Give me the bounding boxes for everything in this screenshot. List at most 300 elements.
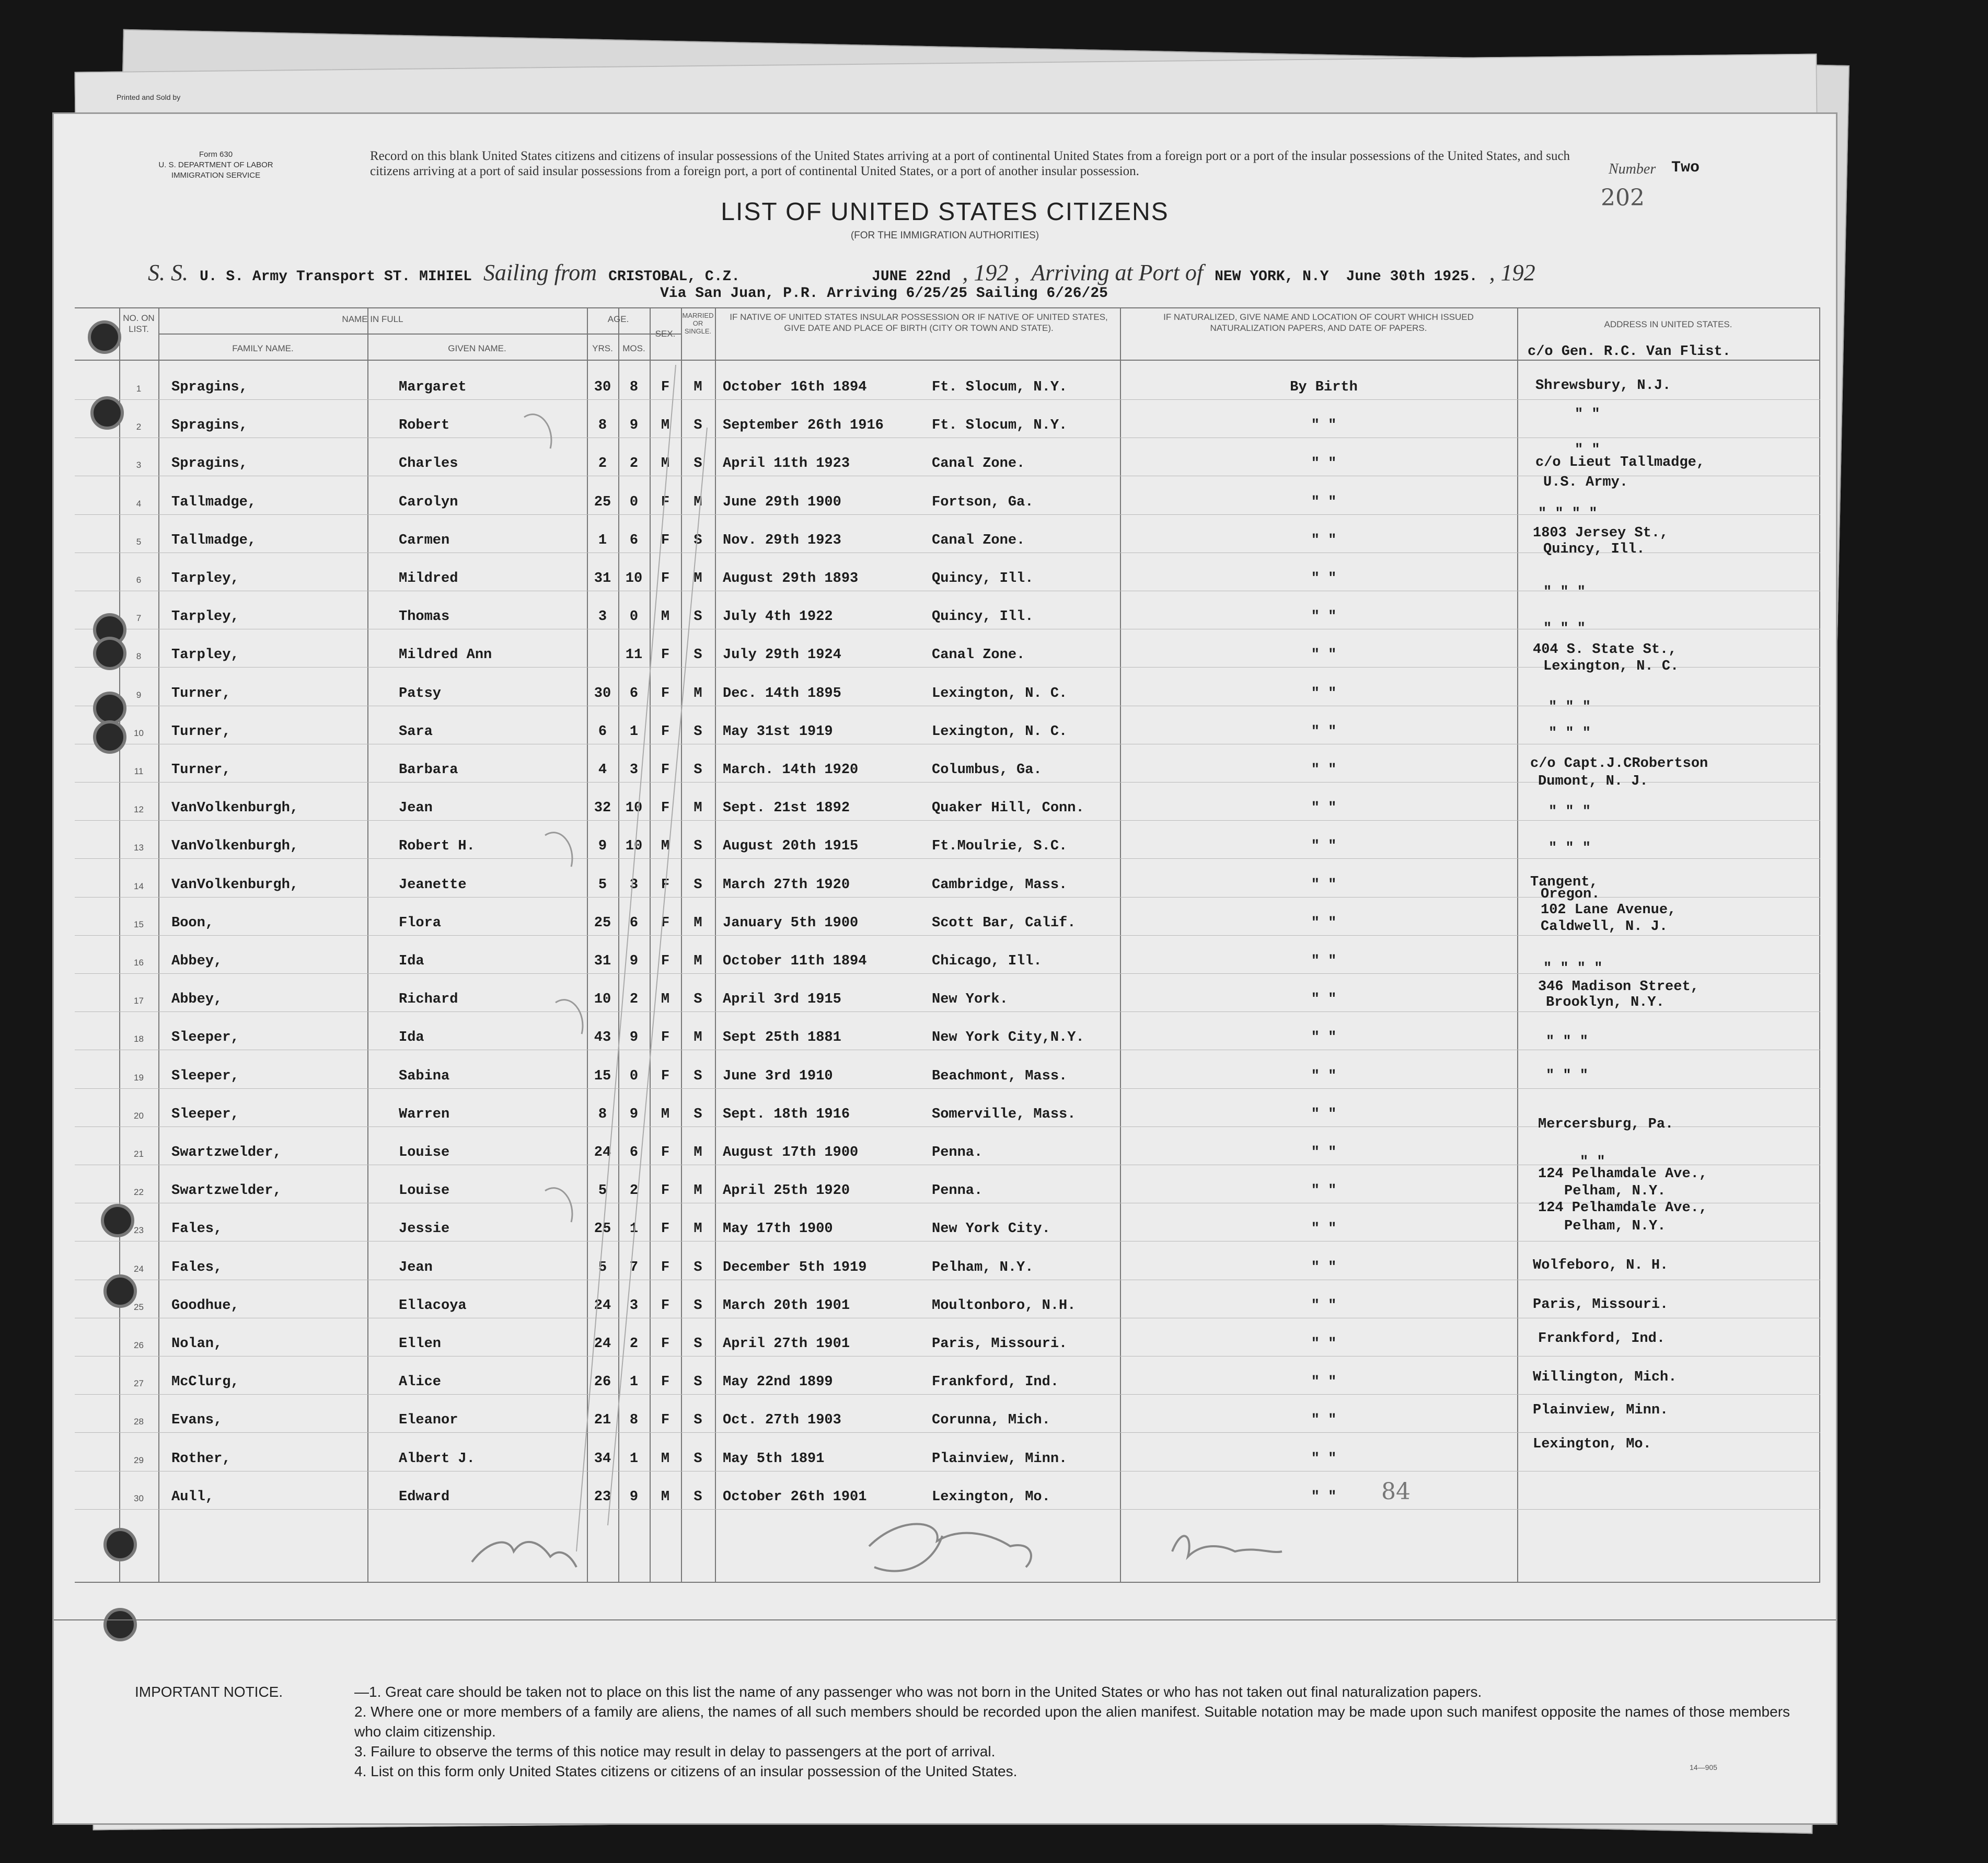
given-name: Ellacoya (399, 1297, 467, 1314)
marital-status: M (694, 685, 702, 702)
age-months: 3 (629, 877, 639, 893)
binder-hole (88, 320, 121, 354)
family-name: Spragins, (171, 418, 248, 434)
address-line: Pelham, N.Y. (1564, 1218, 1666, 1234)
naturalization: " " (1311, 1259, 1337, 1275)
family-name: Spragins, (171, 380, 248, 395)
address-line: Mercersburg, Pa. (1538, 1117, 1674, 1132)
row-number: 5 (136, 536, 142, 547)
sex: M (661, 1106, 670, 1122)
age-years: 43 (594, 1030, 611, 1046)
birth-place: Lexington, Mo. (932, 1489, 1050, 1505)
birth-date: August 17th 1900 (723, 1145, 859, 1160)
address-line: " " " (1548, 699, 1591, 715)
row-number: 28 (134, 1417, 144, 1427)
birth-date: March. 14th 1920 (723, 762, 859, 778)
birth-place: Frankford, Ind. (932, 1374, 1059, 1390)
row-number: 14 (134, 881, 144, 891)
marital-status: S (694, 992, 702, 1008)
header-years: YRS. (592, 343, 613, 353)
age-years: 31 (594, 571, 611, 586)
given-name: Ellen (399, 1336, 442, 1352)
family-name: Tarpley, (171, 647, 239, 663)
naturalization: " " (1311, 685, 1337, 702)
address-line: Wolfeboro, N. H. (1533, 1258, 1669, 1273)
row-number: 25 (134, 1302, 144, 1312)
birth-date: October 26th 1901 (723, 1489, 867, 1505)
age-months: 6 (629, 915, 639, 931)
family-name: Nolan, (171, 1336, 223, 1352)
family-name: Spragins, (171, 456, 248, 472)
sex: F (661, 380, 670, 395)
marital-status: S (694, 1106, 702, 1122)
row-number: 3 (136, 460, 142, 470)
family-name: Turner, (171, 685, 231, 702)
corner-code: 14—905 (1690, 1763, 1717, 1772)
given-name: Thomas (399, 609, 450, 625)
age-months: 8 (629, 1412, 639, 1429)
row-number: 24 (134, 1263, 144, 1274)
given-name: Robert (399, 418, 450, 434)
birth-date: August 20th 1915 (723, 838, 859, 855)
birth-place: Quincy, Ill. (932, 609, 1034, 625)
address-line: 1803 Jersey St., (1533, 525, 1669, 541)
naturalization: " " (1311, 1145, 1337, 1160)
naturalization: " " (1311, 877, 1337, 893)
age-months: 1 (629, 1451, 639, 1467)
binder-hole (93, 637, 126, 670)
sex: F (661, 877, 670, 893)
sex: F (661, 1259, 670, 1275)
birth-place: Chicago, Ill. (932, 953, 1042, 969)
birth-place: Pelham, N.Y. (932, 1259, 1034, 1275)
given-name: Carolyn (399, 494, 458, 510)
birth-place: Canal Zone. (932, 456, 1025, 472)
age-months: 2 (629, 992, 639, 1008)
sex: F (661, 800, 670, 816)
row-number: 7 (136, 613, 142, 624)
age-months: 7 (629, 1259, 639, 1275)
family-name: Abbey, (171, 953, 223, 969)
age-months: 8 (629, 380, 639, 395)
sex: F (661, 723, 670, 740)
naturalization: " " (1311, 1221, 1337, 1237)
row-number: 21 (134, 1149, 144, 1159)
address-line: 102 Lane Avenue, (1541, 902, 1677, 918)
birth-place: Beachmont, Mass. (932, 1068, 1068, 1084)
ss-label: S. S. (148, 260, 188, 285)
birth-date: April 11th 1923 (723, 456, 850, 472)
sex: M (661, 838, 670, 855)
address-line: " " " (1543, 621, 1586, 637)
address-line: " " " (1543, 584, 1586, 600)
arrival-date: June 30th 1925. (1346, 269, 1478, 285)
arriving-label: Arriving at Port of (1031, 260, 1204, 285)
given-name: Carmen (399, 532, 450, 548)
age-months: 6 (629, 1145, 639, 1160)
binder-hole (101, 1204, 134, 1237)
marital-status: S (694, 762, 702, 778)
row-number: 23 (134, 1225, 144, 1236)
marital-status: S (694, 418, 702, 434)
sex: M (661, 456, 670, 472)
sex: F (661, 953, 670, 969)
family-name: Sleeper, (171, 1106, 239, 1122)
family-name: Goodhue, (171, 1297, 239, 1314)
printer-note: Printed and Sold by (117, 93, 181, 101)
header-given-name: GIVEN NAME. (448, 343, 506, 353)
sex: F (661, 1336, 670, 1352)
age-months: 11 (625, 647, 643, 663)
address-line: " " (1575, 442, 1600, 458)
sex: F (661, 494, 670, 510)
binder-hole (90, 396, 124, 430)
age-years: 6 (598, 723, 607, 740)
birth-place: New York. (932, 992, 1008, 1008)
birth-place: Ft. Slocum, N.Y. (932, 418, 1068, 434)
marital-status: M (694, 1221, 702, 1237)
birth-place: Lexington, N. C. (932, 685, 1068, 702)
birth-place: Penna. (932, 1145, 983, 1160)
birth-place: Scott Bar, Calif. (932, 915, 1076, 931)
age-months: 9 (629, 953, 639, 969)
sex: M (661, 1489, 670, 1505)
age-months: 6 (629, 532, 639, 548)
given-name: Louise (399, 1183, 450, 1199)
notice-label: IMPORTANT NOTICE. (135, 1684, 283, 1700)
age-years: 26 (594, 1374, 611, 1390)
family-name: Tarpley, (171, 609, 239, 625)
age-years: 25 (594, 1221, 611, 1237)
marital-status: S (694, 838, 702, 855)
marital-status: M (694, 494, 702, 510)
address-line: Lexington, N. C. (1543, 659, 1679, 674)
naturalization: " " (1311, 953, 1337, 969)
header-married-single: MARRIED OR SINGLE. (682, 312, 714, 335)
age-years: 32 (594, 800, 611, 816)
naturalization: " " (1311, 762, 1337, 778)
row-number: 13 (134, 843, 144, 853)
given-name: Mildred (399, 571, 458, 586)
address-line: 346 Madison Street, (1538, 979, 1699, 995)
age-months: 10 (625, 571, 643, 586)
birth-place: New York City,N.Y. (932, 1030, 1084, 1046)
given-name: Jessie (399, 1221, 450, 1237)
address-line: " " " " (1538, 506, 1598, 522)
page-subtitle: (FOR THE IMMIGRATION AUTHORITIES) (850, 230, 1039, 241)
handwritten-number: 202 (1601, 185, 1645, 211)
given-name: Margaret (399, 380, 467, 395)
binder-hole (103, 1608, 137, 1641)
given-name: Ida (399, 953, 424, 969)
sex: M (661, 418, 670, 434)
given-name: Sara (399, 723, 433, 740)
naturalization: " " (1311, 418, 1337, 434)
sex: F (661, 1221, 670, 1237)
age-months: 2 (629, 1336, 639, 1352)
age-years: 25 (594, 915, 611, 931)
form-number: Form 630 (199, 150, 233, 159)
age-years: 30 (594, 685, 611, 702)
birth-date: April 25th 1920 (723, 1183, 850, 1199)
birth-date: Sept. 18th 1916 (723, 1106, 850, 1122)
sex: F (661, 571, 670, 586)
address-line: 124 Pelhamdale Ave., (1538, 1166, 1708, 1182)
header-address: ADDRESS IN UNITED STATES. (1604, 319, 1732, 329)
naturalization: " " (1311, 571, 1337, 586)
marital-status: M (694, 1030, 702, 1046)
given-name: Eleanor (399, 1412, 458, 1429)
header-no: NO. ON LIST. (123, 313, 155, 334)
age-months: 0 (629, 1068, 639, 1084)
birth-place: Fortson, Ga. (932, 494, 1034, 510)
header-months: MOS. (622, 343, 645, 353)
family-name: Swartzwelder, (171, 1183, 282, 1199)
age-years: 5 (598, 877, 607, 893)
marital-status: M (694, 571, 702, 586)
naturalization: " " (1311, 456, 1337, 472)
age-years: 24 (594, 1336, 611, 1352)
family-name: Tallmadge, (171, 494, 257, 510)
given-name: Ida (399, 1030, 424, 1046)
marital-status: S (694, 877, 702, 893)
age-months: 9 (629, 1106, 639, 1122)
birth-place: Quincy, Ill. (932, 571, 1034, 586)
header-birth-place: IF NATIVE OF UNITED STATES INSULAR POSSESSION OR IF NATIVE OF UNITED STATES, GIVE DATE AND PLACE OF BIRTH (CITY OR TOWN AND STATE). (730, 312, 1108, 333)
family-name: Boon, (171, 915, 214, 931)
age-months: 2 (629, 456, 639, 472)
age-months: 0 (629, 609, 639, 625)
marital-status: S (694, 1259, 702, 1275)
sex: M (661, 992, 670, 1008)
birth-date: Sept. 21st 1892 (723, 800, 850, 816)
family-name: McClurg, (171, 1374, 239, 1390)
naturalization: " " (1311, 1336, 1337, 1352)
age-months: 9 (629, 1489, 639, 1505)
family-name: Tallmadge, (171, 532, 257, 548)
address-line: Tangent, (1530, 875, 1598, 890)
birth-place: Penna. (932, 1183, 983, 1199)
record-instructions: Record on this blank United States citizens and citizens of insular possessions of the United States arriving at a port of continental United States from a foreign port or a port of the insular possessions of the United States, and such citizens arriving at a port of said insular possessions from a foreign port, a port of continental United States, or a port of another insular possession. (370, 149, 1570, 178)
row-number: 20 (134, 1110, 144, 1121)
handwriting-scribbles (54, 114, 1836, 1823)
marital-status: S (694, 1336, 702, 1352)
birth-date: August 29th 1893 (723, 571, 859, 586)
address-line: c/o Lieut Tallmadge, (1535, 455, 1705, 470)
given-name: Robert H. (399, 838, 475, 855)
family-name: Abbey, (171, 992, 223, 1008)
age-months: 10 (625, 800, 643, 816)
row-number: 8 (136, 651, 142, 662)
given-name: Barbara (399, 762, 458, 778)
marital-status: M (694, 915, 702, 931)
header-name-in-full: NAME IN FULL (342, 314, 403, 324)
family-name: Turner, (171, 762, 231, 778)
birth-place: Quaker Hill, Conn. (932, 800, 1084, 816)
birth-date: October 16th 1894 (723, 380, 867, 395)
naturalization: " " (1311, 1451, 1337, 1467)
age-years: 2 (598, 456, 607, 472)
birth-date: May 31st 1919 (723, 723, 833, 740)
notice-divider (54, 1619, 1836, 1620)
address-line: U.S. Army. (1543, 475, 1628, 490)
handwritten-note: 84 (1381, 1478, 1411, 1505)
age-years: 25 (594, 494, 611, 510)
age-months: 1 (629, 1374, 639, 1390)
birth-date: May 22nd 1899 (723, 1374, 833, 1390)
row-number: 16 (134, 958, 144, 968)
naturalization: By Birth (1290, 380, 1358, 395)
given-name: Alice (399, 1374, 442, 1390)
given-name: Flora (399, 915, 442, 931)
age-months: 10 (625, 838, 643, 855)
family-name: Tarpley, (171, 571, 239, 586)
voyage-line: S. S. U. S. Army Transport ST. MIHIEL Sailing from CRISTOBAL, C.Z. JUNE 22nd , 192 , Arriving at Port of NEW YORK, N.Y June 30th 1925. , 192 (148, 260, 1535, 285)
naturalization: " " (1311, 992, 1337, 1008)
naturalization: " " (1311, 1297, 1337, 1314)
sex: F (661, 1068, 670, 1084)
binder-hole (103, 1528, 137, 1561)
naturalization: " " (1311, 609, 1337, 625)
row-number: 27 (134, 1378, 144, 1389)
number-label: Number (1609, 161, 1656, 177)
row-number: 19 (134, 1072, 144, 1083)
age-months: 3 (629, 762, 639, 778)
address-line: " " (1575, 407, 1600, 422)
marital-status: S (694, 532, 702, 548)
marital-status: S (694, 1451, 702, 1467)
arrival-port: NEW YORK, N.Y (1215, 269, 1329, 285)
marital-status: M (694, 953, 702, 969)
marital-status: S (694, 1297, 702, 1314)
naturalization: " " (1311, 1068, 1337, 1084)
given-name: Jeanette (399, 877, 467, 893)
birth-place: Ft.Moulrie, S.C. (932, 838, 1068, 855)
age-years: 15 (594, 1068, 611, 1084)
family-name: Sleeper, (171, 1068, 239, 1084)
age-years: 5 (598, 1259, 607, 1275)
birth-place: Lexington, N. C. (932, 723, 1068, 740)
birth-date: Nov. 29th 1923 (723, 532, 841, 548)
naturalization: " " (1311, 532, 1337, 548)
notice-item-1: IMPORTANT NOTICE. —1. Great care should be taken not to place on this list the name of any passenger who was not born in the United States or who has not taken out final naturalization papers. (135, 1682, 1807, 1702)
row-number: 10 (134, 728, 144, 738)
marital-status: S (694, 1374, 702, 1390)
family-name: Evans, (171, 1412, 223, 1429)
ship-name: U. S. Army Transport ST. MIHIEL (200, 269, 472, 285)
sailing-label: Sailing from (483, 260, 597, 285)
sex: F (661, 532, 670, 548)
address-line: Pelham, N.Y. (1564, 1183, 1666, 1199)
naturalization: " " (1311, 1183, 1337, 1199)
age-years: 21 (594, 1412, 611, 1429)
age-months: 6 (629, 685, 639, 702)
row-number: 17 (134, 996, 144, 1006)
age-months: 3 (629, 1297, 639, 1314)
header-sex: SEX. (655, 329, 676, 339)
row-number: 15 (134, 919, 144, 929)
row-number: 22 (134, 1187, 144, 1198)
age-years: 4 (598, 762, 607, 778)
department-name: U. S. DEPARTMENT OF LABOR (158, 160, 273, 169)
family-name: Aull, (171, 1489, 214, 1505)
given-name: Sabina (399, 1068, 450, 1084)
birth-date: December 5th 1919 (723, 1259, 867, 1275)
birth-place: Somerville, Mass. (932, 1106, 1076, 1122)
row-number: 18 (134, 1034, 144, 1044)
sex: F (661, 1374, 670, 1390)
marital-status: S (694, 609, 702, 625)
document-page (52, 93, 1837, 1825)
page-title: LIST OF UNITED STATES CITIZENS (721, 198, 1169, 226)
address-line: " " " (1546, 1068, 1589, 1084)
naturalization: " " (1311, 1374, 1337, 1390)
birth-date: October 11th 1894 (723, 953, 867, 969)
sex: M (661, 1451, 670, 1467)
marital-status: S (694, 1489, 702, 1505)
age-months: 2 (629, 1183, 639, 1199)
address-line: Brooklyn, N.Y. (1546, 995, 1665, 1010)
family-name: Rother, (171, 1451, 231, 1467)
birth-date: June 29th 1900 (723, 494, 841, 510)
family-name: Fales, (171, 1221, 223, 1237)
header-naturalization: IF NATURALIZED, GIVE NAME AND LOCATION OF COURT WHICH ISSUED NATURALIZATION PAPERS, AND DATE OF PAPERS. (1163, 312, 1474, 333)
binder-hole (93, 720, 126, 754)
sex: M (661, 609, 670, 625)
age-years: 24 (594, 1145, 611, 1160)
address-line: " " " (1548, 726, 1591, 741)
marital-status: S (694, 723, 702, 740)
notice-item-2: 2. Where one or more members of a family are aliens, the names of all such members should be recorded upon the alien manifest. Suitable notation may be made upon such manifest opposite the names of those members who claim citizenship. (354, 1704, 1790, 1740)
age-years: 9 (598, 838, 607, 855)
birth-place: Paris, Missouri. (932, 1336, 1068, 1352)
naturalization: " " (1311, 494, 1337, 510)
naturalization: " " (1311, 800, 1337, 816)
birth-date: January 5th 1900 (723, 915, 859, 931)
birth-date: April 3rd 1915 (723, 992, 841, 1008)
age-months: 1 (629, 723, 639, 740)
address-line: Dumont, N. J. (1538, 774, 1648, 789)
given-name: Louise (399, 1145, 450, 1160)
marital-status: M (694, 1145, 702, 1160)
birth-date: March 20th 1901 (723, 1297, 850, 1314)
address-line: Shrewsbury, N.J. (1535, 378, 1671, 394)
address-line: " " " (1548, 841, 1591, 856)
age-months: 1 (629, 1221, 639, 1237)
given-name: Jean (399, 1259, 433, 1275)
birth-date: July 4th 1922 (723, 609, 833, 625)
sailing-date: JUNE 22nd (872, 269, 951, 285)
age-months: 0 (629, 494, 639, 510)
family-name: Turner, (171, 723, 231, 740)
family-name: Swartzwelder, (171, 1145, 282, 1160)
birth-date: May 5th 1891 (723, 1451, 825, 1467)
birth-date: Oct. 27th 1903 (723, 1412, 841, 1429)
birth-date: September 26th 1916 (723, 418, 884, 434)
birth-place: Moultonboro, N.H. (932, 1297, 1076, 1314)
sex: F (661, 1412, 670, 1429)
marital-status: M (694, 1183, 702, 1199)
naturalization: " " (1311, 838, 1337, 855)
birth-date: March 27th 1920 (723, 877, 850, 893)
row-number: 12 (134, 804, 144, 815)
given-name: Jean (399, 800, 433, 816)
age-months: 9 (629, 1030, 639, 1046)
sex: F (661, 647, 670, 663)
birth-place: Canal Zone. (932, 647, 1025, 663)
age-months: 9 (629, 418, 639, 434)
year-label: 192 (1500, 260, 1535, 285)
